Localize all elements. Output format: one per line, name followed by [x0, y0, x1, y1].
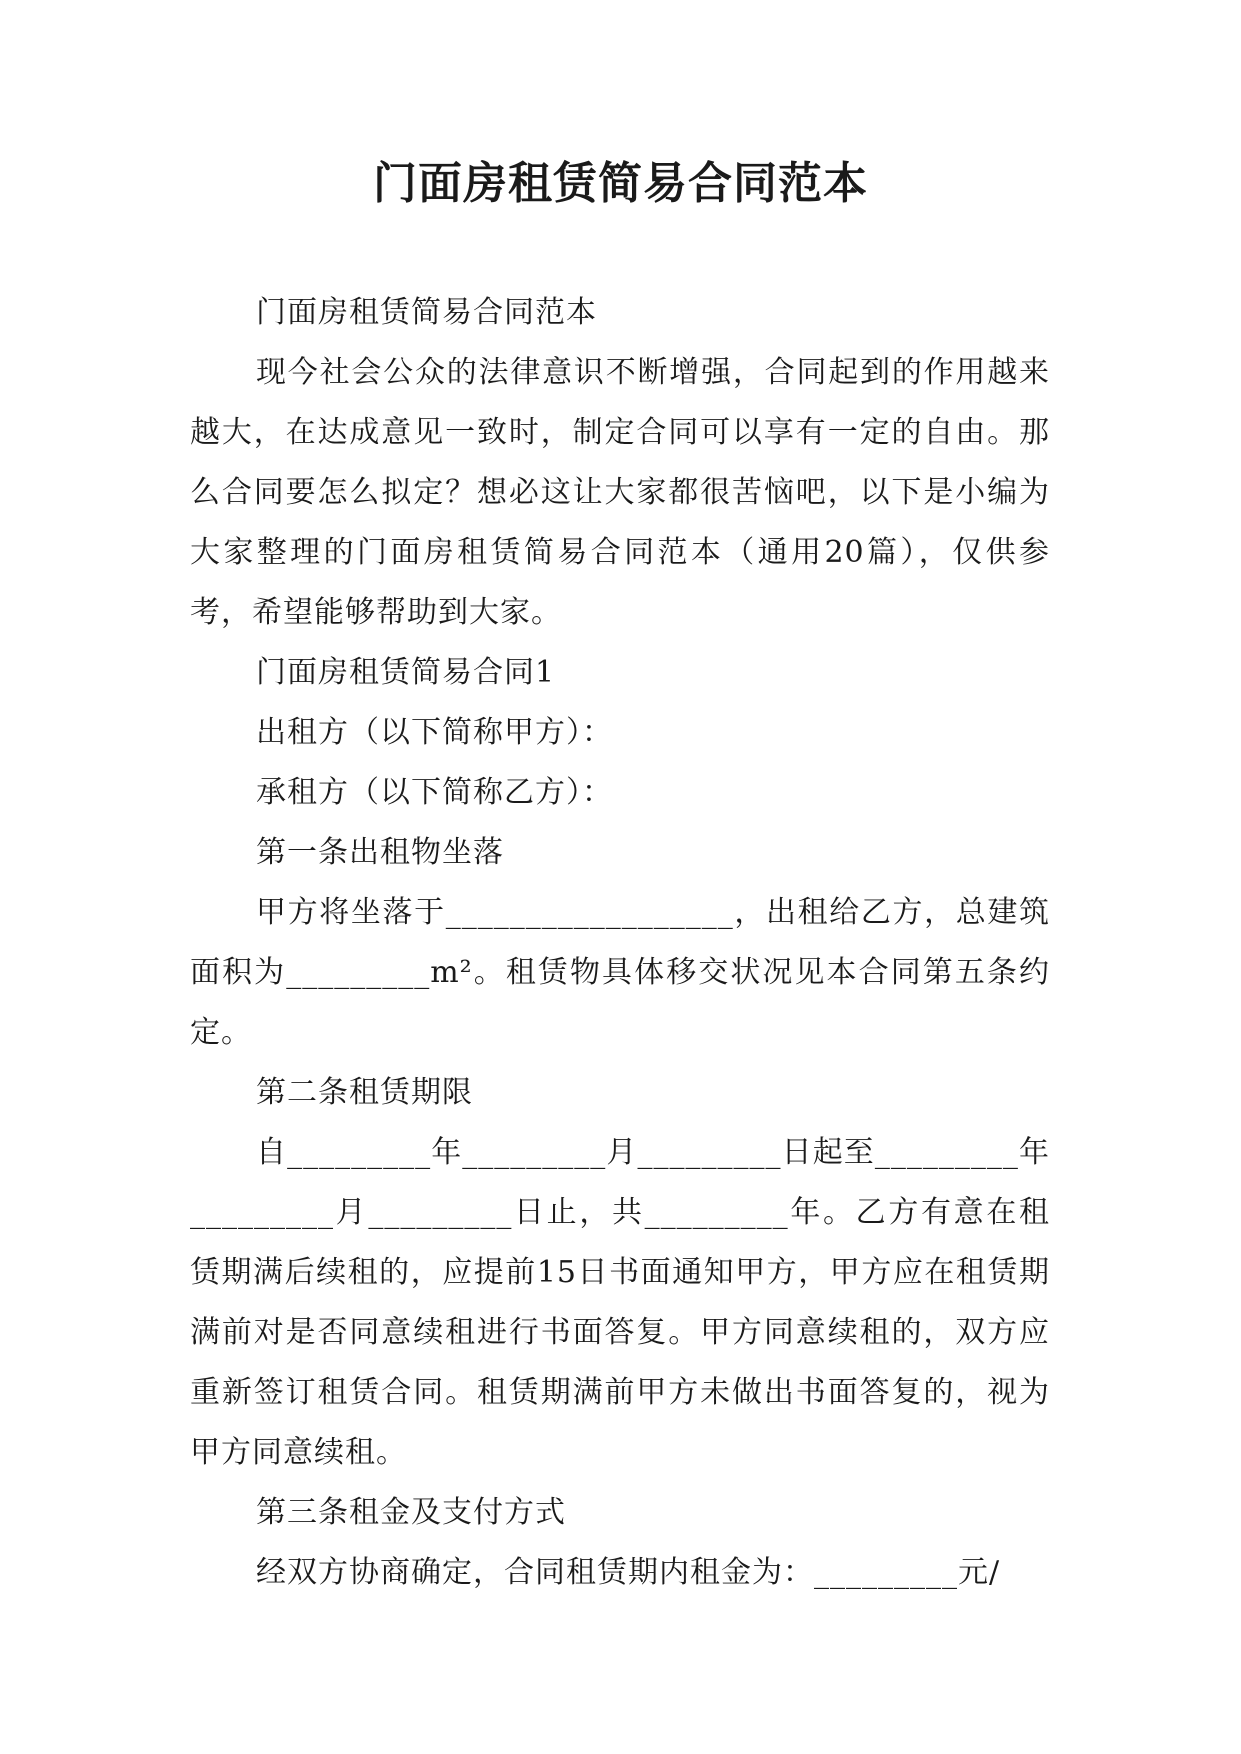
- article-2-body: 自_________年_________月_________日起至_________年_________月_________日止，共_________年。乙方有意在租赁期满后续租的，应提前15日书面通知甲方，甲方应在租赁期满前对是否同意续租进行书面答复。甲方同意续租的，双方应重新签订租赁合同。租赁期满前甲方未做出书面答复的，视为甲方同意续租。: [190, 1135, 1050, 1470]
- intro-paragraph: 现今社会公众的法律意识不断增强，合同起到的作用越来越大，在达成意见一致时，制定合同可以享有一定的自由。那么合同要怎么拟定？想必这让大家都很苦恼吧，以下是小编为大家整理的门面房租赁简易合同范本（通用20篇），仅供参考，希望能够帮助到大家。: [190, 355, 1050, 630]
- document-title: 门面房租赁简易合同范本: [373, 158, 868, 209]
- article-2-heading: 第二条租赁期限: [256, 1075, 473, 1110]
- subtitle-paragraph: 门面房租赁简易合同范本: [256, 295, 597, 330]
- article-3-heading: 第三条租金及支付方式: [256, 1495, 566, 1530]
- lessee-line: 承租方（以下简称乙方）：: [256, 775, 613, 810]
- lessor-line: 出租方（以下简称甲方）：: [256, 715, 613, 750]
- contract-heading: 门面房租赁简易合同1: [256, 655, 556, 690]
- article-1-heading: 第一条出租物坐落: [256, 835, 504, 870]
- document-body: [190, 283, 1050, 1603]
- article-1-body: 甲方将坐落于__________________，出租给乙方，总建筑面积为_________m²。租赁物具体移交状况见本合同第五条约定。: [190, 895, 1050, 1050]
- article-3-body: 经双方协商确定，合同租赁期内租金为：_________元/: [256, 1555, 1001, 1590]
